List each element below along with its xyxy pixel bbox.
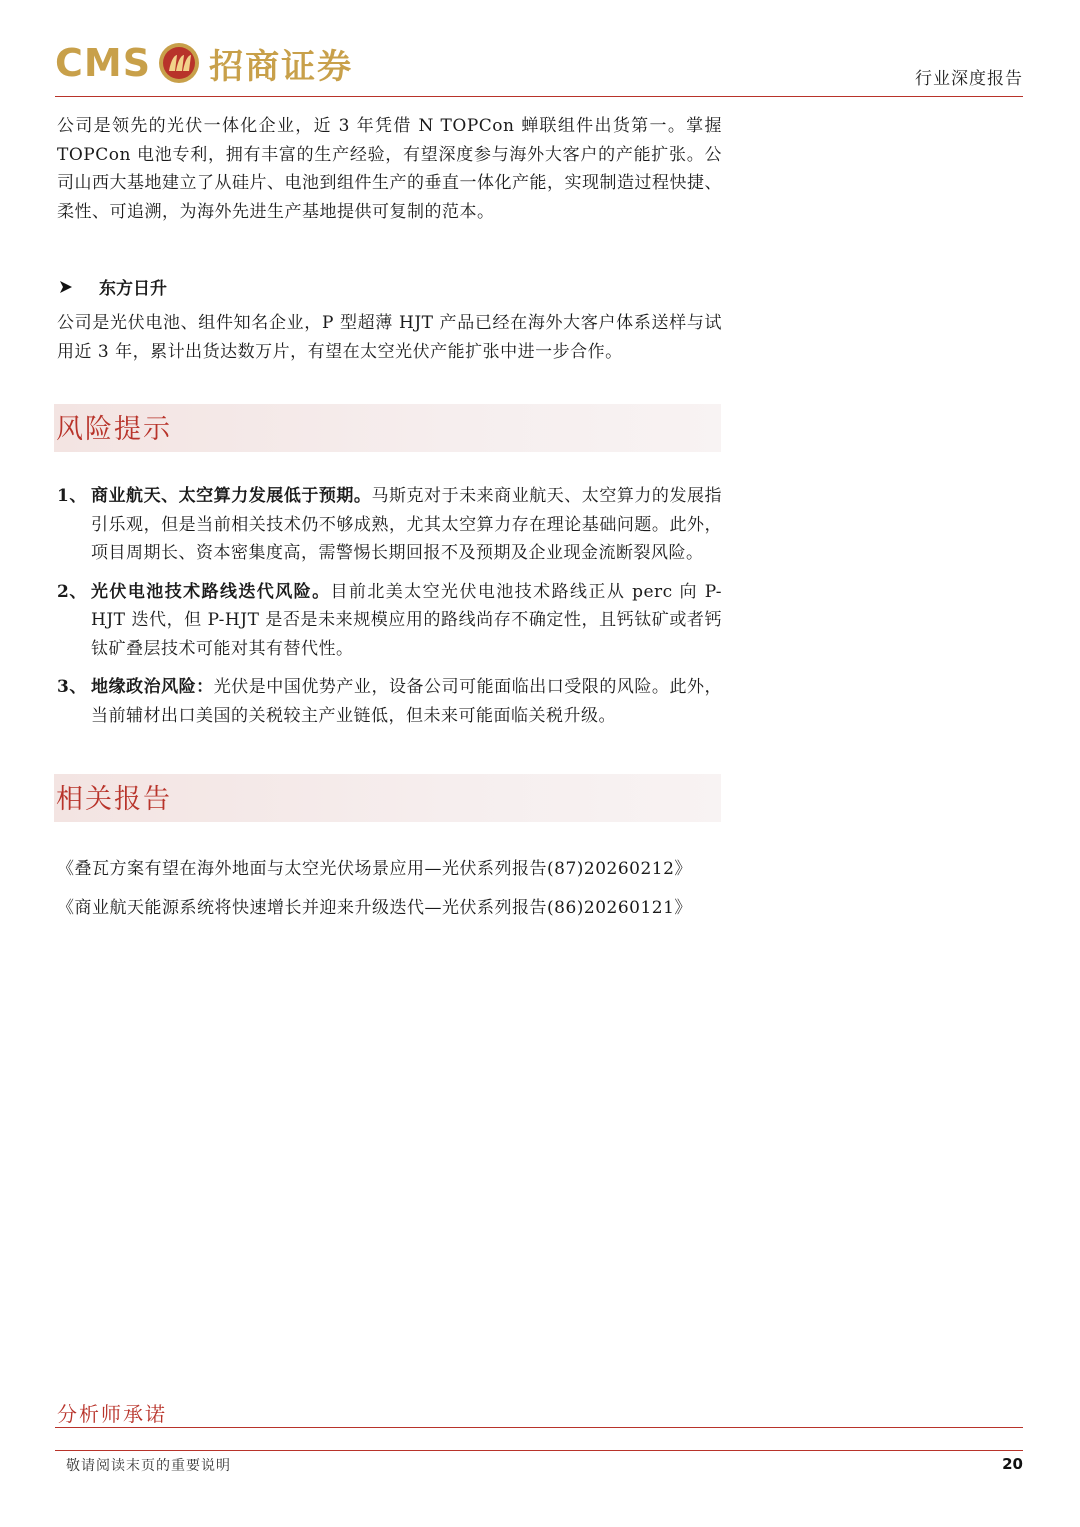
risk-list	[57, 482, 722, 730]
risk-item	[57, 482, 722, 568]
risk-item-number: 2、	[57, 581, 87, 602]
risk-item-text: 马斯克对于未来商业航天、太空算力的发展指引乐观，但是当前相关技术仍不够成熟，尤其太空算力存在理论基础问题。此外，项目周期长、资本密集度高，需警惕长期回报不及预期及企业现金流断裂风险。	[91, 486, 723, 563]
footer-divider-top	[55, 1427, 1023, 1428]
risk-section-header	[54, 404, 721, 452]
risk-section-title: 风险提示	[56, 414, 172, 445]
report-type: 行业深度报告	[915, 69, 1023, 89]
risk-item-number: 1、	[57, 486, 87, 506]
cms-emblem-icon	[157, 41, 201, 85]
arrow-bullet-icon	[59, 280, 73, 294]
logo-cms-text: CMS	[55, 41, 152, 85]
risk-item-title: 商业航天、太空算力发展低于预期。	[91, 486, 372, 506]
cms-logo	[55, 38, 353, 88]
risk-item-text: 目前北美太空光伏电池技术路线正从 perc 向 P-HJT 迭代，但 P-HJT 是否是未来规模应用的路线尚存不确定性，且钙钛矿或者钙钛矿叠层技术可能对其有替代性。	[91, 581, 723, 659]
related-section-title: 相关报告	[56, 784, 172, 815]
company-description: 公司是光伏电池、组件知名企业，P 型超薄 HJT 产品已经在海外大客户体系送样与试用近 3 年，累计出货达数万片，有望在太空光伏产能扩张中进一步合作。	[57, 313, 722, 362]
header-divider	[55, 96, 1023, 97]
risk-item	[57, 673, 722, 730]
risk-item	[57, 578, 722, 664]
risk-item-title: 光伏电池技术路线迭代风险。	[91, 581, 331, 602]
risk-item-text: 光伏是中国优势产业，设备公司可能面临出口受限的风险。此外，当前辅材出口美国的关税较主产业链低，但未来可能面临关税升级。	[91, 677, 723, 726]
risk-item-title: 地缘政治风险：	[91, 677, 214, 697]
page-number: 20	[1002, 1455, 1023, 1473]
logo-chinese-text: 招商证券	[209, 46, 354, 87]
intro-paragraph: 公司是领先的光伏一体化企业，近 3 年凭借 N TOPCon 蝉联组件出货第一。掌握 TOPCon 电池专利，拥有丰富的生产经验，有望深度参与海外大客户的产能扩张。公司山西大基地建立了从硅片、电池到组件生产的垂直一体化产能，实现制造过程快捷、柔性、可追溯，为海外先进生产基地提供可复制的范本。	[57, 116, 722, 222]
company-heading	[57, 274, 722, 299]
related-report-link[interactable]: 《商业航天能源系统将快速增长并迎来升级迭代—光伏系列报告(86)20260121》	[57, 898, 692, 918]
footer-note: 敬请阅读末页的重要说明	[66, 1458, 231, 1474]
related-report-link[interactable]: 《叠瓦方案有望在海外地面与太空光伏场景应用—光伏系列报告(87)20260212》	[57, 859, 692, 879]
footer-divider-bottom	[55, 1450, 1023, 1451]
main-content	[57, 112, 722, 928]
company-name: 东方日升	[99, 279, 167, 299]
page-header	[55, 36, 1023, 98]
related-section-header	[54, 774, 721, 822]
analyst-commitment-label: 分析师承诺	[57, 1402, 167, 1426]
related-reports-list	[57, 850, 722, 928]
risk-item-number: 3、	[57, 677, 87, 697]
